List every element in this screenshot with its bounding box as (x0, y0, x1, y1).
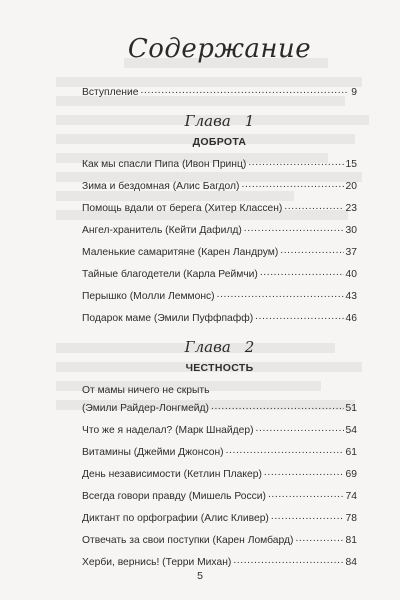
leader-dots (255, 310, 343, 324)
toc-entry-page: 37 (345, 247, 357, 258)
toc-entry-page: 15 (345, 159, 357, 170)
toc-entry (82, 224, 357, 238)
toc-entry (82, 202, 357, 216)
leader-dots (295, 532, 343, 546)
toc-entry-label: Всегда говори правду (Мишель Росси) (82, 491, 266, 502)
toc-entry-label: Маленькие самаритяне (Карен Ландрум) (82, 247, 279, 258)
leader-dots (217, 288, 344, 302)
leader-dots (268, 488, 344, 502)
toc-entry (82, 180, 357, 194)
toc-entry-page: 40 (345, 269, 357, 280)
page-title: Содержание (127, 34, 312, 64)
leader-dots (271, 510, 344, 524)
toc-entry (82, 490, 357, 504)
chapter-word: Глава (184, 338, 231, 356)
toc-entry-page: 81 (345, 535, 357, 546)
chapter-word: Глава (184, 112, 231, 130)
chapter-heading-2 (82, 338, 357, 356)
leader-dots (284, 200, 343, 214)
chapter-heading-1 (82, 112, 357, 130)
toc-entry-page: 23 (345, 203, 357, 214)
toc-entry-label: Зима и бездомная (Алис Багдол) (82, 181, 240, 192)
leader-dots (244, 222, 344, 236)
toc-entry-page: 20 (345, 181, 357, 192)
leader-dots (260, 266, 344, 280)
leader-dots (241, 178, 343, 192)
toc-entry-label: Ангел-хранитель (Кейти Дафилд) (82, 225, 242, 236)
toc-entry-page: 54 (345, 425, 357, 436)
toc-entry (82, 512, 357, 526)
toc-entry-label: Витамины (Джейми Джонсон) (82, 447, 224, 458)
leader-dots (233, 554, 343, 568)
toc-entry-label: Отвечать за свои поступки (Карен Ломбард) (82, 535, 294, 546)
chapter-number: 1 (244, 112, 255, 130)
toc-entry (82, 534, 357, 548)
toc-entry-label: Помощь вдали от берега (Хитер Классен) (82, 203, 283, 214)
leader-dots (226, 444, 344, 458)
toc-entry-page: 30 (345, 225, 357, 236)
toc-entry (82, 290, 357, 304)
toc-entry-page: 74 (345, 491, 357, 502)
toc-entry-label: Как мы спасли Пипа (Ивон Принц) (82, 159, 247, 170)
toc-entry-label: Перышко (Молли Леммонс) (82, 291, 215, 302)
toc-entry (82, 268, 357, 282)
toc-entry (82, 446, 357, 460)
leader-dots (264, 466, 344, 480)
toc-entry (82, 158, 357, 172)
toc-entry-label: Тайные благодетели (Карла Реймчи) (82, 269, 258, 280)
toc-entry-label: Херби, вернись! (Терри Михан) (82, 557, 232, 568)
table-of-contents (82, 28, 357, 578)
toc-entry-page: 46 (345, 313, 357, 324)
toc-entry-label-line1: От мамы ничего не скрыть (82, 385, 210, 396)
toc-entry-page: 69 (345, 469, 357, 480)
section-title-1: ДОБРОТА (192, 136, 247, 148)
leader-dots (140, 84, 349, 98)
toc-entry (82, 424, 357, 438)
toc-entry (82, 246, 357, 260)
toc-entry-intro (82, 86, 357, 100)
toc-entry-page: 43 (345, 291, 357, 302)
toc-entry-page: 61 (345, 447, 357, 458)
toc-entry-label: День независимости (Кетлин Плакер) (82, 469, 262, 480)
toc-entry-two-line (82, 384, 357, 416)
section-title-2: ЧЕСТНОСТЬ (185, 362, 254, 374)
toc-entry-label: Что же я наделал? (Марк Шнайдер) (82, 425, 254, 436)
leader-dots (211, 400, 344, 414)
toc-entry (82, 468, 357, 482)
leader-dots (256, 422, 344, 436)
toc-entry (82, 556, 357, 570)
toc-entry-label: Вступление (82, 87, 139, 98)
toc-entry-page: 78 (345, 513, 357, 524)
toc-entry-label: (Эмили Райдер-Лонгмейд) (82, 403, 209, 414)
chapter-number: 2 (244, 338, 255, 356)
toc-entry (82, 312, 357, 326)
toc-entry-label: Подарок маме (Эмили Пуффпафф) (82, 313, 254, 324)
leader-dots (280, 244, 343, 258)
toc-entry-page: 51 (345, 403, 357, 414)
leader-dots (248, 156, 343, 170)
toc-entry-page: 9 (351, 87, 357, 98)
page-number: 5 (197, 570, 203, 582)
toc-entry-page: 84 (345, 557, 357, 568)
toc-entry-label: Диктант по орфографии (Алис Кливер) (82, 513, 269, 524)
